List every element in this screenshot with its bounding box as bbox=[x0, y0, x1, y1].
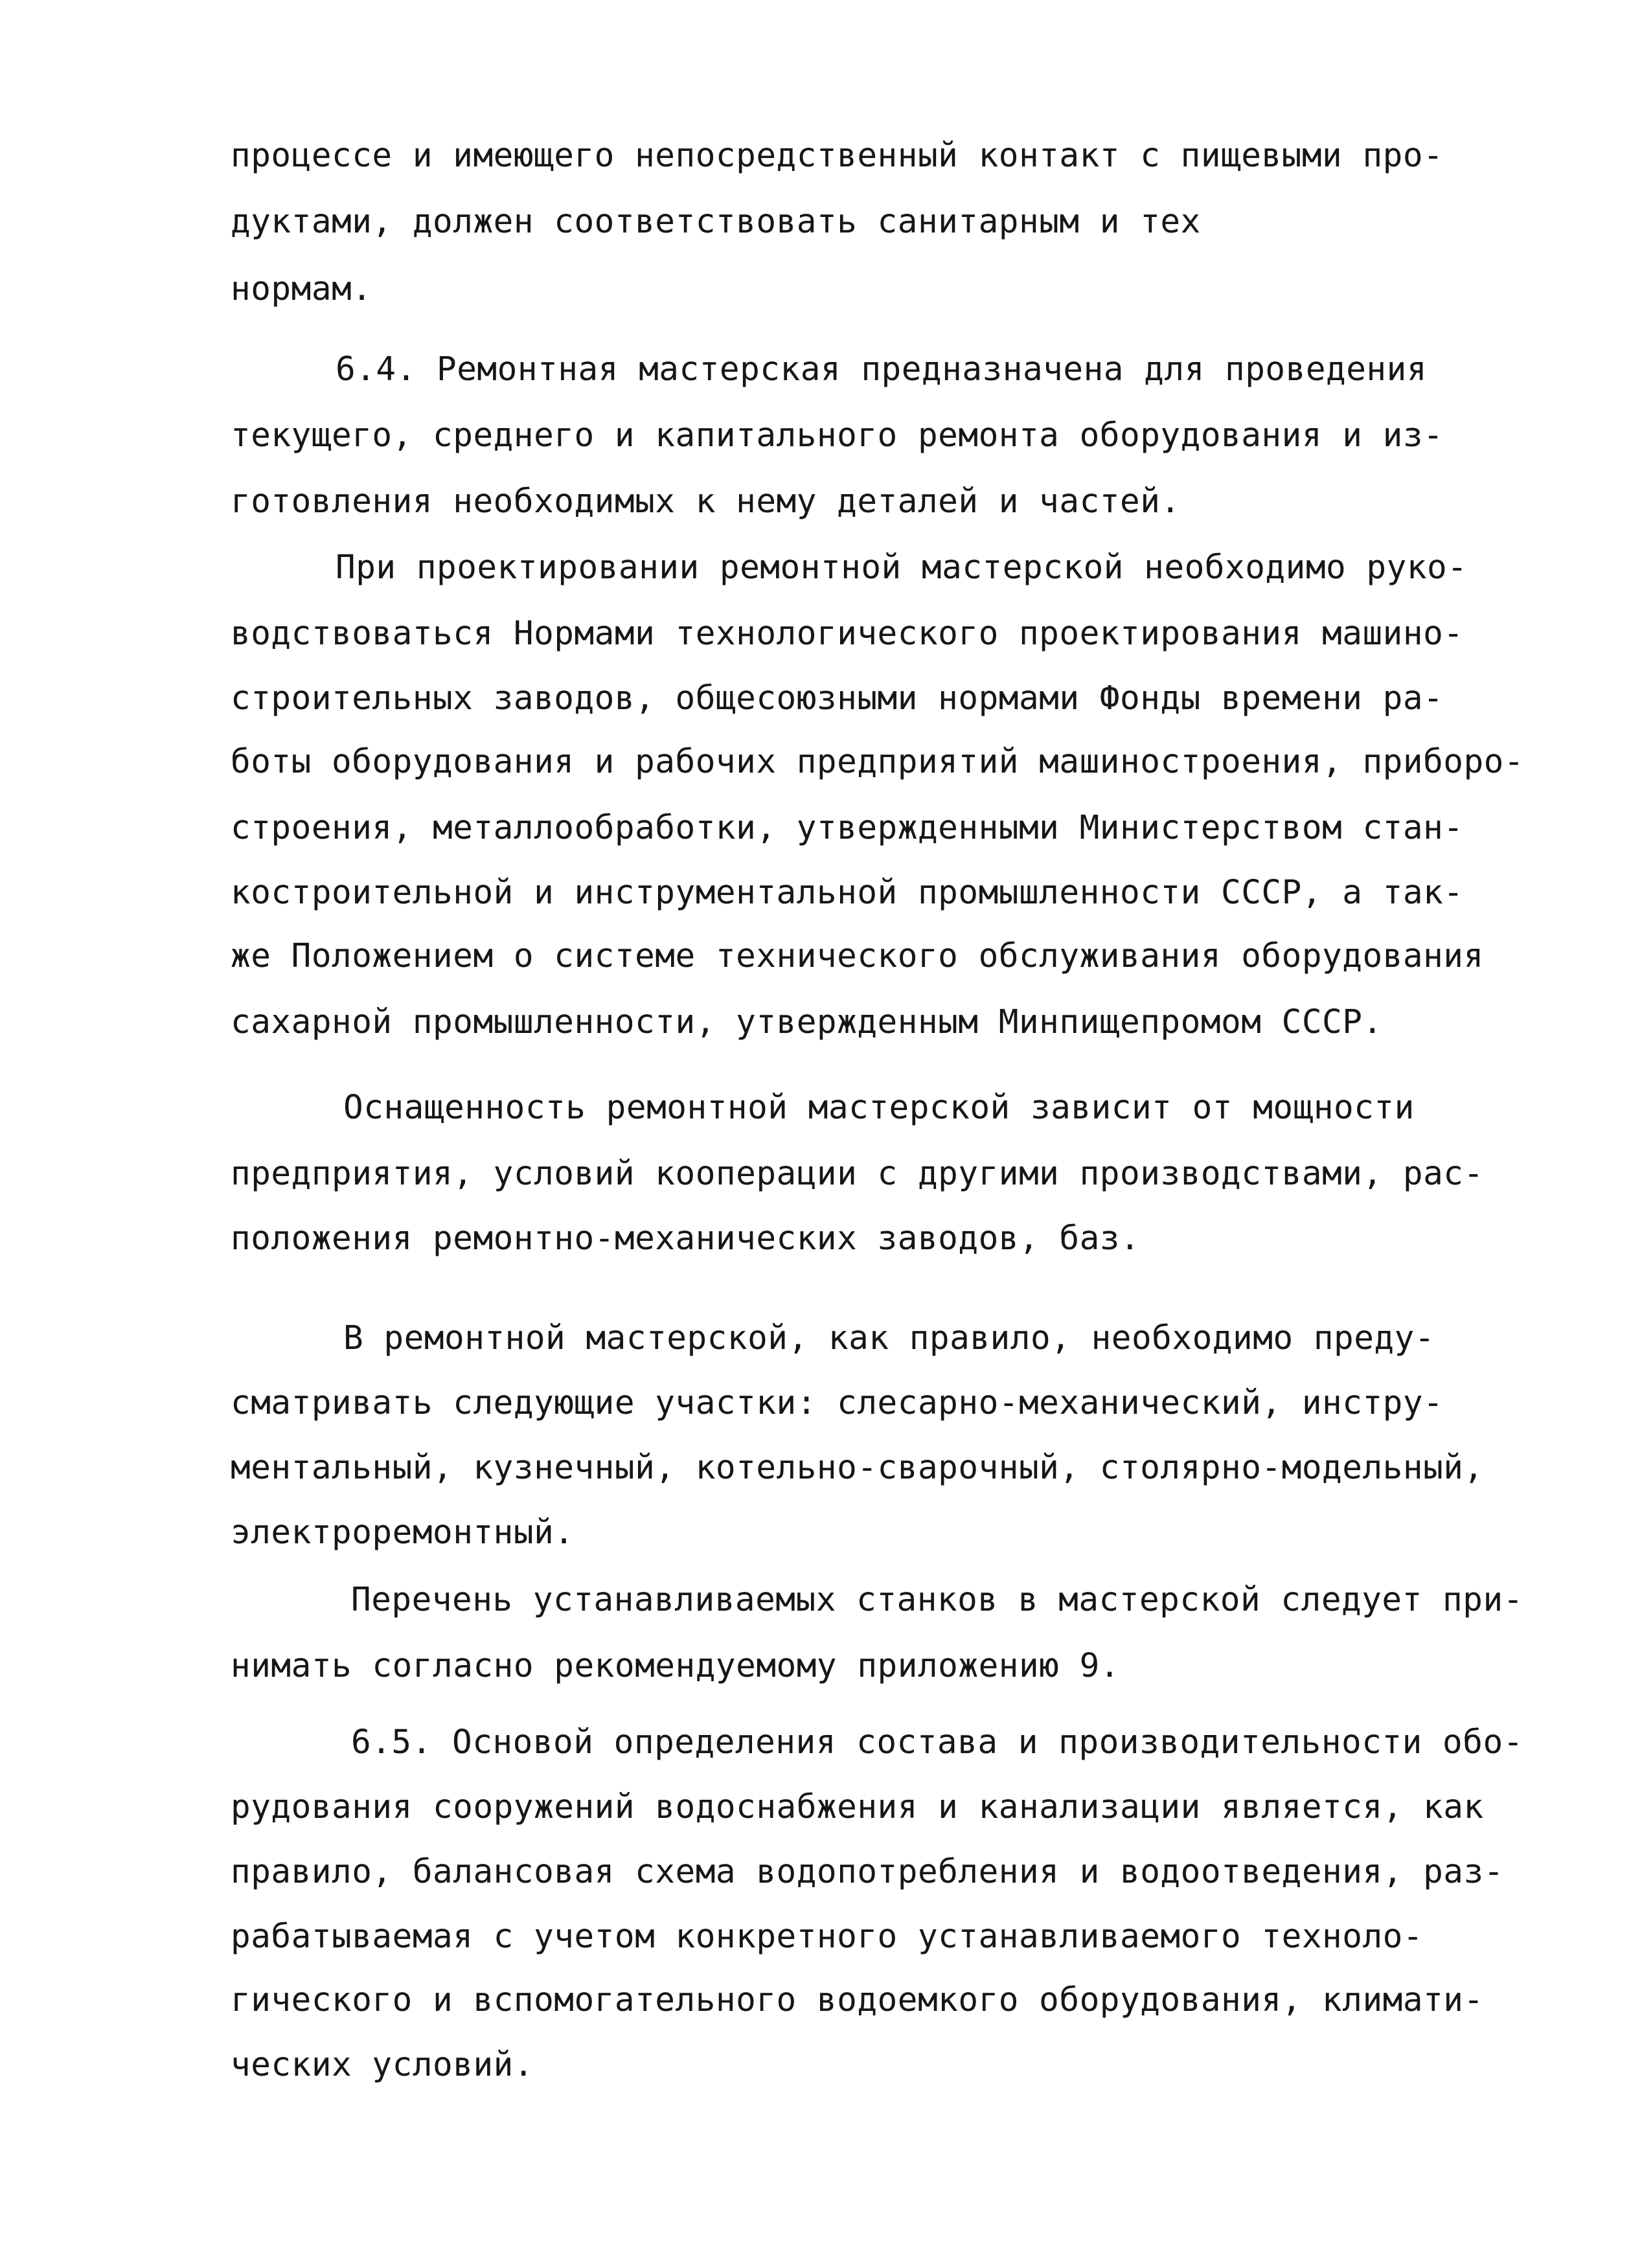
text-line: ментальный, кузнечный, котельно-сварочный, столярно-модельный, bbox=[231, 1449, 1484, 1487]
text-line: рудования сооружений водоснабжения и канализации является, как bbox=[231, 1788, 1484, 1826]
text-line: При проектировании ремонтной мастерской необходимо руко- bbox=[336, 549, 1468, 587]
text-line: ческих условий. bbox=[231, 2046, 534, 2084]
text-line: положения ремонтно-механических заводов, баз. bbox=[231, 1219, 1141, 1258]
text-line: сахарной промышленности, утвержденным Минпищепромом СССР. bbox=[231, 1003, 1383, 1041]
text-line: 6.5. Основой определения состава и производительности обо- bbox=[351, 1723, 1523, 1762]
text-line: текущего, среднего и капитального ремонта оборудования и из- bbox=[231, 416, 1444, 455]
text-line: костроительной и инструментальной промышленности СССР, а так- bbox=[231, 874, 1464, 912]
text-line: боты оборудования и рабочих предприятий машиностроения, приборо- bbox=[231, 743, 1525, 781]
text-line: строения, металлообработки, утвержденными Министерством стан- bbox=[231, 809, 1464, 847]
text-line: дуктами, должен соответствовать санитарным и тех bbox=[231, 203, 1201, 241]
text-line: В ремонтной мастерской, как правило, необходимо преду- bbox=[343, 1319, 1435, 1357]
text-line: нормам. bbox=[231, 270, 372, 308]
text-line: Перечень устанавливаемых станков в мастерской следует при- bbox=[351, 1581, 1523, 1619]
text-line: же Положением о системе технического обслуживания оборудования bbox=[231, 937, 1484, 975]
text-line: электроремонтный. bbox=[231, 1514, 575, 1552]
text-line: строительных заводов, общесоюзными нормами Фонды времени ра- bbox=[231, 679, 1444, 718]
text-line: правило, балансовая схема водопотребления и водоотведения, раз- bbox=[231, 1853, 1504, 1891]
text-line: гического и вспомогательного водоемкого оборудования, климати- bbox=[231, 1981, 1484, 2019]
text-line: рабатываемая с учетом конкретного устанавливаемого техноло- bbox=[231, 1918, 1424, 1956]
text-line: предприятия, условий кооперации с другими производствами, рас- bbox=[231, 1155, 1484, 1193]
text-line: Оснащенность ремонтной мастерской зависит от мощности bbox=[343, 1089, 1415, 1127]
text-line: 6.4. Ремонтная мастерская предназначена для проведения bbox=[336, 350, 1428, 389]
text-line: процессе и имеющего непосредственный контакт с пищевыми про- bbox=[231, 137, 1444, 175]
text-line: готовления необходимых к нему деталей и частей. bbox=[231, 482, 1181, 521]
text-line: нимать согласно рекомендуемому приложению 9. bbox=[231, 1647, 1121, 1685]
text-line: водствоваться Нормами технологического проектирования машино- bbox=[231, 615, 1464, 653]
text-line: сматривать следующие участки: слесарно-механический, инстру- bbox=[231, 1384, 1444, 1422]
